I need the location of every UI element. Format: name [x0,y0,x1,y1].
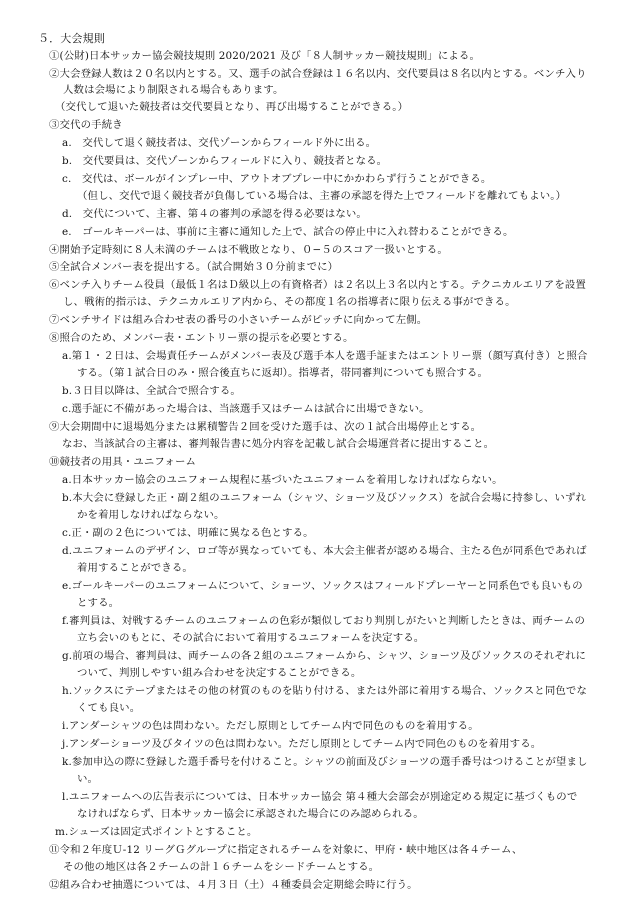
rule-line: c. 交代は、ボールがインプレー中、アウトオブプレー中にかかわらず行うことができる。 [62,173,492,185]
rule-line: ⑥ベンチ入りチーム役員（最低１名はＤ級以上の有資格者）は２名以上３名以内とする。テクニカルエリアを設置 [49,279,586,291]
rule-line: ⑧照合のため、メンバー表・エントリー票の提示を必要とする。 [49,332,354,344]
rule-line: f.審判員は、対戦するチームのユニフォームの色彩が類似しており判別しがたいと判断したときは、両チームの [62,615,586,627]
rule-line: d. 交代について、主審、第４の審判の承認を得る必要はない。 [62,208,367,220]
rule-line: a.日本サッカー協会のユニフォーム規程に基づいたユニフォームを着用しなければならない。 [62,474,503,486]
rule-line: 立ち会いのもとに、その試合において着用するユニフォームを決定する。 [77,632,425,644]
rule-line: ⑨大会期間中に退場処分または累積警告２回を受けた選手は、次の１試合出場停止とする。 [49,421,482,433]
rule-line: ①(公財)日本サッカー協会競技規則 2020/2021 及び「８人制サッカー競技規則」による。 [49,50,481,62]
rule-line: ついて、判別しやすい組み合わせを決定することができる。 [77,667,362,679]
rule-line: （交代して退いた競技者は交代要員となり、再び出場することができる。） [55,101,409,113]
rule-line: ⑤全試合メンバー表を提出する。（試合開始３０分前までに） [49,261,339,273]
rule-line: b.本大会に登録した正・副２組のユニフォーム（シャツ、ショーツ及びソックス）を試合会場に持参し、いずれ [62,492,587,504]
rule-line: なお、当該試合の主審は、審判報告書に処分内容を記載し試合会場運営者に提出すること。 [62,438,495,450]
rule-line: a. 交代して退く競技者は、交代ゾーンからフィールド外に出る。 [62,137,377,149]
rule-line: d.ユニフォームのデザイン、ロゴ等が異なっていても、本大会主催者が認める場合、主たる色が同系色であれば [62,545,587,557]
rule-line: ②大会登録人数は２０名以内とする。又、選手の試合登録は１６名以内、交代要員は８名以内とする。ベンチ入り [49,68,587,80]
rule-line: とする。 [77,597,120,609]
rule-line: l.ユニフォームへの広告表示については、日本サッカー協会 第４種大会部会が別途定める規定に基づくもので [62,791,578,803]
rule-line: なければならず、日本サッカー協会に承認された場合にのみ認められる。 [77,808,424,820]
rule-line: c.選手証に不備があった場合は、当該選手又はチームは試合に出場できない。 [62,403,430,415]
rule-line: い。 [77,773,99,785]
rule-line: 着用することができる。 [77,562,193,574]
rule-line: し、戦術的指示は、テクニカルエリア内から、その都度１名の指導者に限り伝える事ができる。 [63,296,516,308]
section-title: ５．大会規則 [38,32,105,45]
rule-line: a.第１・２日は、会場責任チームがメンバー表及び選手本人を選手証またはエントリー票（顔写真付き）と照合 [62,350,588,362]
rule-line: （但し、交代で退く競技者が負傷している場合は、主審の承認を得た上でフィールドを離れてもよい。） [77,190,567,202]
rule-line: b. 交代要員は、交代ゾーンからフィールドに入り、競技者となる。 [62,155,388,167]
rule-line: ③交代の手続き [49,119,123,131]
rule-line: j.アンダーショーツ及びタイツの色は問わない。ただし原則としてチーム内で同色のものを着用する。 [62,738,542,750]
rule-line: b.３日目以降は、全試合で照合する。 [62,385,241,397]
rule-line: ⑦ベンチサイドは組み合わせ表の番号の小さいチームがピッチに向かって左側。 [49,314,428,326]
rule-line: ④開始予定時刻に８人未満のチームは不戦敗となり、０−５のスコア一扱いとする。 [49,244,448,256]
rule-line: c.正・副の２色については、明確に異なる色とする。 [62,527,314,539]
rule-line: ⑪令和２年度Ｕ-12 リーグＧグループに指定されるチームを対象に、甲府・峡中地区は各４チーム、 [49,844,523,856]
rule-line: e.ゴールキーパーのユニフォームについて、ショーツ、ソックスはフィールドプレーヤーと同系色でも良いもの [62,580,583,592]
rule-line: 人数は会場により制限される場合もあります。 [63,84,284,96]
rule-line: ⑫組み合わせ抽選については、４月３日（土）４種委員会定期総会時に行う。 [49,879,418,891]
rule-line: する。（第１試合日のみ・照合後直ちに返却）。指導者，帯同審判についても照合する。 [77,367,489,379]
rule-line: e. ゴールキーパーは、事前に主審に通知した上で、試合の停止中に入れ替わることができる。 [62,226,514,238]
rule-line: i.アンダーシャツの色は問わない。ただし原則としてチーム内で同色のものを着用する。 [62,720,479,732]
rule-line: くても良い。 [77,702,141,714]
rule-line: g.前項の場合、審判員は、両チームの各２組のユニフォームから、シャツ、ショーツ及びソックスのそれぞれに [62,650,587,662]
rule-line: その他の地区は各２チームの計１６チームをシードチームとする。 [63,861,380,873]
rule-line: ⑩競技者の用具・ユニフォーム [49,456,197,468]
rule-line: k.参加申込の際に登録した選手番号を付けること。シャツの前面及びショーツの選手番号はつけることが望まし [62,756,588,768]
rule-line: h.ソックスにテープまたはその他の材質のものを貼り付ける、または外部に着用する場合、ソックスと同色でな [62,685,588,697]
rule-line: かを着用しなければならない。 [77,509,225,521]
rule-line: m.シューズは固定式ポイントとすること。 [55,826,258,838]
